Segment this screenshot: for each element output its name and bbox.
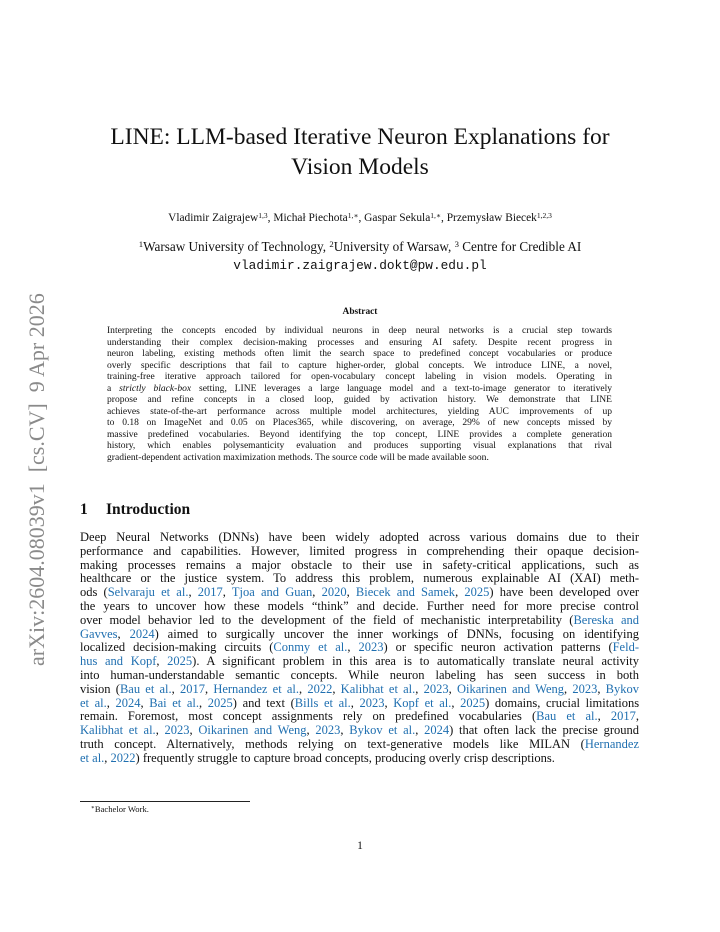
affiliation-name: Centre for Credible AI [458, 239, 582, 254]
citation-link[interactable]: 2017 [610, 709, 636, 724]
citation-link[interactable]: 2023 [315, 723, 341, 738]
intro-text: , [597, 681, 606, 696]
abstract-line: massive predefined vocabularies. Beyond identifying the top concept, LINE provides a complete generation [107, 428, 612, 440]
citation-link[interactable]: Hernandez [584, 736, 639, 751]
intro-text: , [340, 723, 350, 738]
arxiv-identifier-text: arXiv:2604.08039v1 [cs.CV] 9 Apr 2026 [24, 293, 49, 666]
citation-link[interactable]: 2023 [359, 695, 385, 710]
citation-link[interactable]: Bai et al. [149, 695, 200, 710]
intro-line [80, 738, 639, 752]
citation-link[interactable]: Gavves [80, 626, 118, 641]
author-separator: , [441, 212, 447, 224]
citation-link[interactable]: Bykov [605, 681, 640, 696]
intro-text: , [415, 681, 424, 696]
intro-line [80, 614, 639, 628]
intro-text: , [188, 585, 198, 600]
abstract-line: overly specific descriptions that fail to capture higher-order, global concepts. We introduce LINE, a novel, [107, 359, 612, 371]
citation-link[interactable]: 2023 [423, 681, 449, 696]
intro-text: , [597, 709, 611, 724]
arxiv-identifier-svg [16, 270, 56, 670]
intro-text: healthcare or the justice system. To address this problem, numerous explainable AI (XAI) meth- [80, 571, 639, 586]
author-name: Michał Piechota [273, 212, 348, 224]
footnote-text: Bachelor Work. [94, 804, 149, 814]
citation-link[interactable]: Hernandez et al. [213, 681, 300, 696]
intro-text: , [155, 723, 165, 738]
intro-text: ) aimed to surgically uncover the inner workings of DNNs, focusing on identifying [154, 626, 640, 641]
intro-text: , [332, 681, 341, 696]
intro-text: Deep Neural Networks (DNNs) have been widely adopted across various domains due to their [80, 530, 639, 544]
intro-text: ) frequently struggle to capture broad concepts, producing overly crisp descriptions. [135, 750, 555, 765]
abstract-line: neuron labeling, existing methods often limit the search space to predefined concept vocabularies or produce [107, 348, 612, 360]
citation-link[interactable]: 2022 [307, 681, 333, 696]
intro-text: , [299, 681, 308, 696]
intro-text: , [455, 585, 465, 600]
intro-text: , [140, 695, 150, 710]
intro-text: localized decision-making circuits ( [80, 640, 274, 655]
intro-text: ) and text ( [232, 695, 295, 710]
intro-text: , [117, 626, 130, 641]
intro-text: , [564, 681, 573, 696]
citation-link[interactable]: 2025 [464, 585, 490, 600]
citation-link[interactable]: Bykov et al. [349, 723, 416, 738]
intro-text: truth concept. Alternatively, methods relying on text-generative models like MILAN ( [80, 736, 585, 751]
abstract-line: understanding their complex decision-making processes and ensuring AI safety. Despite recent progress in [107, 336, 612, 348]
citation-link[interactable]: Oikarinen and Weng [456, 681, 565, 696]
citation-link[interactable]: Bills et al. [294, 695, 351, 710]
citation-link[interactable]: Bau et al. [536, 709, 598, 724]
citation-link[interactable]: Kalibhat et al. [80, 723, 156, 738]
footnote-mark: ∗ [91, 805, 95, 812]
affiliation-name: University of Warsaw, [333, 239, 455, 254]
affiliations [60, 238, 660, 256]
intro-text: , [156, 654, 168, 669]
intro-line [80, 669, 639, 683]
abstract-line: to 0.18 on ImageNet and 0.05 on Places365, while discovering, on average, 29% of new concepts missed by [107, 417, 612, 429]
author-affiliation-mark: 1,∗ [430, 210, 442, 220]
abstract-line: a strictly black-box setting, LINE leverages a large language model and a text-to-image generator to iteratively [107, 382, 613, 394]
citation-link[interactable]: 2025 [460, 695, 486, 710]
abstract-line: training-free iterative approach tailored for open-vocabulary concept labeling in vision models. Operating in [107, 371, 612, 383]
intro-text: , [384, 695, 394, 710]
citation-link[interactable]: Bau et al. [119, 681, 172, 696]
abstract-line: Interpreting the concepts encoded by individual neurons in deep neural networks is a crucial step towards [107, 325, 612, 336]
section-heading-introduction [80, 501, 190, 519]
author-separator: , [267, 212, 274, 224]
citation-link[interactable]: Kopf et al. [393, 695, 452, 710]
intro-line [80, 628, 639, 642]
intro-line [80, 697, 639, 711]
abstract-heading: Abstract [342, 307, 378, 317]
citation-link[interactable]: 2025 [167, 654, 193, 669]
abstract-body [107, 325, 612, 464]
intro-text: ods ( [80, 585, 108, 600]
citation-link[interactable]: Selvaraju et al. [107, 585, 189, 600]
citation-link[interactable]: 2024 [115, 695, 141, 710]
intro-text: the years to uncover how these models “think” and decide. Further need for more precise control [80, 598, 639, 613]
intro-text: ). A significant problem in this area is to automatically translate neural activity [192, 654, 639, 669]
citation-link[interactable]: 2020 [321, 585, 347, 600]
intro-text: , [350, 695, 360, 710]
citation-link[interactable]: 2023 [572, 681, 598, 696]
intro-text: making processes remains a major obstacle to their use in safety-critical applications, such as [80, 557, 639, 572]
intro-line [80, 683, 639, 697]
intro-text: ) that often lack the precise ground [449, 723, 639, 738]
citation-link[interactable]: 2024 [424, 723, 450, 738]
intro-text: into human-understandable semantic concepts. While neuron labeling has seen success in both [80, 667, 639, 682]
intro-text: , [171, 681, 180, 696]
intro-text: ) or specific neuron activation patterns ( [383, 640, 613, 655]
citation-link[interactable]: hus and Kopf [80, 654, 157, 669]
author-affiliation-mark: 1,∗ [347, 210, 359, 220]
citation-link[interactable]: 2023 [164, 723, 190, 738]
abstract-line: gradient-dependent activation maximization methods. The source code will be made available soon. [107, 452, 489, 464]
affiliation-mark: 3 [454, 239, 459, 250]
section-number: 1 [80, 501, 88, 518]
citation-link[interactable]: Bereska and [573, 612, 639, 627]
intro-text: , [635, 709, 639, 724]
citation-link[interactable]: Conmy et al. [273, 640, 348, 655]
intro-text: , [451, 695, 461, 710]
paper-title [60, 122, 660, 182]
footnote-divider [80, 801, 250, 802]
intro-text: , [347, 640, 359, 655]
intro-text: , [106, 695, 116, 710]
intro-line [80, 559, 639, 573]
intro-text: , [346, 585, 356, 600]
abstract-line: history, which enables polysemanticity evaluation and produces supporting visual explanations that rival [107, 440, 612, 452]
intro-text: , [222, 585, 232, 600]
citation-link[interactable]: Biecek and Samek [355, 585, 456, 600]
citation-link[interactable]: Kalibhat et al. [340, 681, 416, 696]
intro-text: , [306, 723, 316, 738]
author-affiliation-mark: 1,2,3 [536, 210, 552, 220]
intro-text: , [199, 695, 208, 710]
intro-line [80, 600, 639, 614]
author-list [60, 210, 660, 226]
citation-link[interactable]: 2025 [207, 695, 233, 710]
abstract-emphasis: strictly black-box [119, 382, 192, 394]
citation-link[interactable]: Feld- [612, 640, 639, 655]
citation-link[interactable]: Tjoa and Guan [231, 585, 313, 600]
affiliation-mark: 1 [138, 239, 144, 250]
intro-text: , [448, 681, 457, 696]
intro-text: , [204, 681, 214, 696]
intro-text: , [189, 723, 199, 738]
intro-text: performance and capabilities. However, limited progress in comprehending their opaque decision- [80, 543, 639, 558]
citation-link[interactable]: 2017 [179, 681, 205, 696]
contact-email: vladimir.zaigrajew.dokt@pw.edu.pl [233, 258, 487, 273]
author-name: Vladimir Zaigrajew [168, 212, 259, 224]
intro-text: remain. Foremost, most concept assignments rely on predefined vocabularies ( [80, 709, 537, 724]
abstract-line: achieves state-of-the-art performance across multiple model architectures, yielding AUC improvements of up [107, 405, 612, 417]
citation-link[interactable]: 2024 [129, 626, 155, 641]
intro-text: , [104, 750, 111, 765]
affiliation-name: Warsaw University of Technology, [143, 239, 330, 254]
intro-line [80, 531, 639, 545]
arxiv-identifier-stamp [16, 270, 56, 670]
introduction-body [80, 531, 639, 766]
intro-text: over model behavior led to the development of the field of mechanistic interpretability ( [80, 612, 574, 627]
intro-line [80, 710, 639, 724]
intro-text: vision ( [80, 681, 120, 696]
paper-title-line-2: Vision Models [291, 154, 429, 180]
intro-line [80, 641, 639, 655]
intro-text: , [312, 585, 322, 600]
citation-link[interactable]: et al. [80, 695, 107, 710]
author-separator: , [358, 212, 365, 224]
paper-title-line-1: LINE: LLM-based Iterative Neuron Explanations for [110, 124, 610, 150]
intro-line [80, 724, 639, 738]
citation-link[interactable]: et al. [80, 750, 105, 765]
section-title: Introduction [106, 501, 191, 518]
citation-link[interactable]: 2022 [110, 750, 136, 765]
intro-text: ) have been developed over [489, 585, 640, 600]
intro-text: ) domains, crucial limitations [485, 695, 640, 710]
author-affiliation-mark: 1,3 [258, 210, 268, 220]
author-name: Przemysław Biecek [446, 212, 537, 224]
author-name: Gaspar Sekula [364, 212, 431, 224]
footnote [91, 804, 149, 814]
intro-line [80, 655, 639, 669]
page-number: 1 [357, 840, 363, 852]
intro-line [80, 752, 639, 766]
citation-link[interactable]: 2017 [197, 585, 223, 600]
citation-link[interactable]: Oikarinen and Weng [198, 723, 307, 738]
abstract-line: propose and refine concepts in a closed loop, guided by activation history. We demonstrate that LINE [107, 394, 612, 406]
intro-line [80, 586, 639, 600]
intro-line [80, 572, 639, 586]
affiliation-mark: 2 [329, 239, 334, 250]
citation-link[interactable]: 2023 [358, 640, 384, 655]
intro-text: , [415, 723, 425, 738]
intro-line [80, 545, 639, 559]
